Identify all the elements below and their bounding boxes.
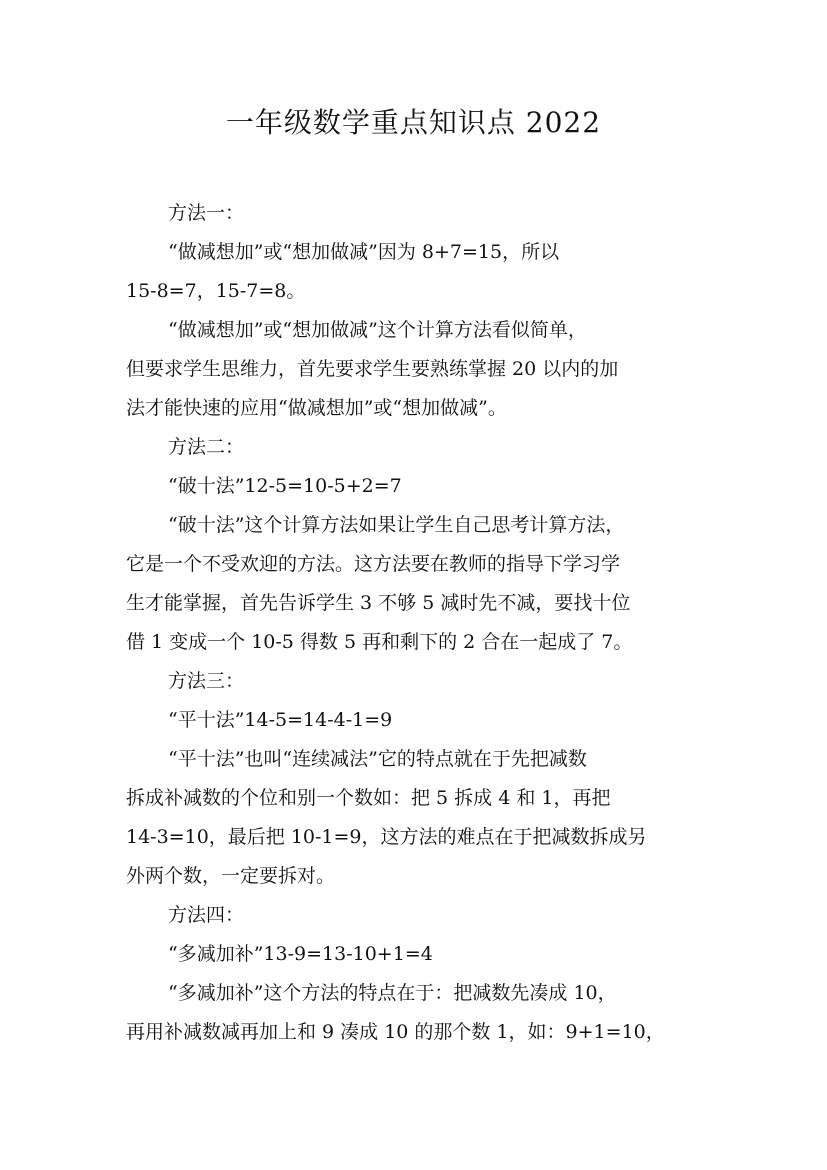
paragraph-line: “做减想加”或“想加做减”因为 8+7=15，所以 <box>168 241 560 263</box>
paragraph-line: 再用补减数减再加上和 9 凑成 10 的那个数 1，如：9+1=10， <box>126 1021 665 1043</box>
paragraph-line: 它是一个不受欢迎的方法。这方法要在教师的指导下学习学 <box>126 553 621 575</box>
paragraph-line: 但要求学生思维力，首先要求学生要熟练掌握 20 以内的加 <box>126 358 619 380</box>
method-one-heading: 方法一： <box>168 202 245 224</box>
paragraph-line: 生才能掌握，首先告诉学生 3 不够 5 减时先不减，要找十位 <box>126 592 631 614</box>
paragraph-line: “多减加补”这个方法的特点在于：把减数先凑成 10， <box>168 982 617 1004</box>
paragraph-line: 法才能快速的应用“做减想加”或“想加做减”。 <box>126 397 507 419</box>
paragraph-line: “做减想加”或“想加做减”这个计算方法看似简单， <box>168 319 587 341</box>
paragraph-line: “平十法”也叫“连续减法”它的特点就在于先把减数 <box>168 748 587 770</box>
method-two-heading: 方法二： <box>168 436 245 458</box>
paragraph-line: 外两个数，一定要拆对。 <box>126 865 336 887</box>
paragraph-line: “破十法”12-5=10-5+2=7 <box>168 475 402 497</box>
paragraph-line: 拆成补减数的个位和别一个数如：把 5 拆成 4 和 1，再把 <box>126 787 611 809</box>
paragraph-line: 15-8=7，15-7=8。 <box>126 280 306 302</box>
paragraph-line: “破十法”这个计算方法如果让学生自己思考计算方法， <box>168 514 625 536</box>
paragraph-line: “平十法”14-5=14-4-1=9 <box>168 709 393 731</box>
paragraph-line: 借 1 变成一个 10-5 得数 5 再和剩下的 2 合在一起成了 7。 <box>126 631 633 653</box>
method-three-heading: 方法三： <box>168 670 245 692</box>
method-four-heading: 方法四： <box>168 904 245 926</box>
paragraph-line: “多减加补”13-9=13-10+1=4 <box>168 943 433 965</box>
paragraph-line: 14-3=10，最后把 10-1=9，这方法的难点在于把减数拆成另 <box>126 826 647 848</box>
document-title: 一年级数学重点知识点 2022 <box>225 106 602 139</box>
